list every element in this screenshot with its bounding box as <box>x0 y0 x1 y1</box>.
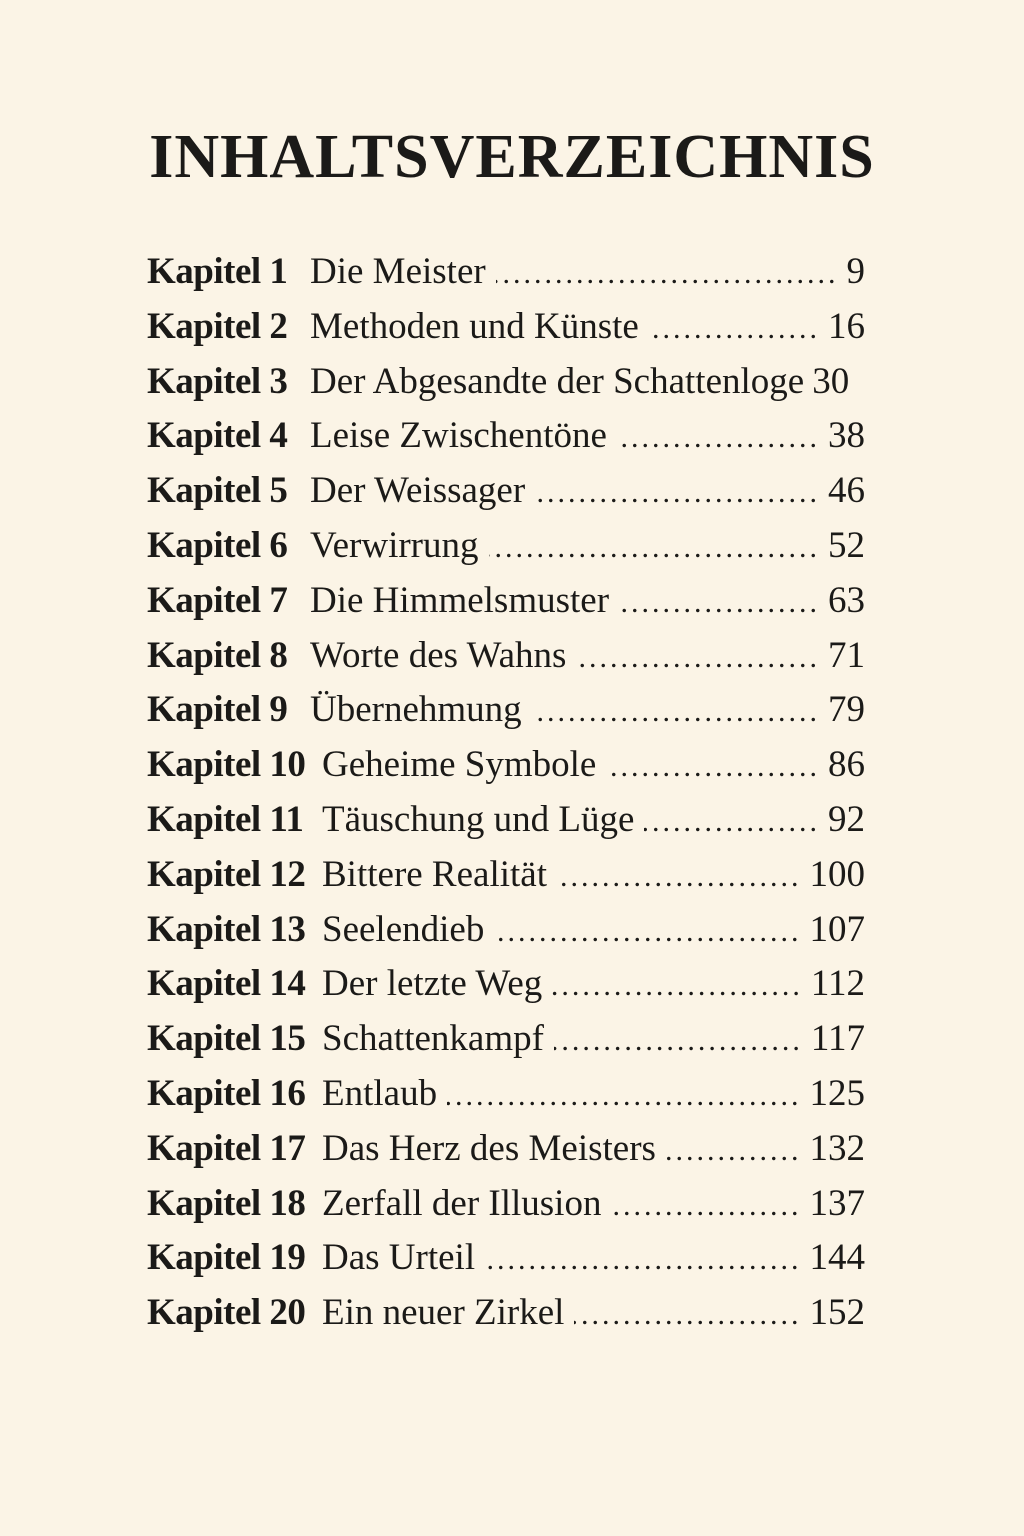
chapter-label: Kapitel 9 <box>147 689 288 731</box>
chapter-title: Die Himmelsmuster <box>310 579 610 621</box>
chapter-label: Kapitel 12 <box>147 853 306 895</box>
page-number: 16 <box>828 305 865 347</box>
chapter-label: Kapitel 3 <box>147 360 288 402</box>
toc-entry <box>147 360 865 415</box>
chapter-title: Entlaub <box>322 1072 438 1114</box>
dot-leader <box>485 1243 801 1277</box>
dot-leader <box>552 969 803 1003</box>
chapter-title: Ein neuer Zirkel <box>322 1292 565 1334</box>
page-number: 144 <box>809 1237 865 1279</box>
toc-entry <box>147 1017 865 1072</box>
dot-leader <box>489 531 820 565</box>
chapter-label: Kapitel 8 <box>147 634 288 676</box>
dot-leader <box>619 586 820 620</box>
dot-leader <box>611 1189 801 1223</box>
chapter-label: Kapitel 6 <box>147 524 288 566</box>
toc-entry <box>147 798 865 853</box>
dot-leader <box>644 805 820 839</box>
chapter-title: Methoden und Künste <box>310 305 639 347</box>
chapter-title: Zerfall der Illusion <box>322 1182 602 1224</box>
chapter-title: Die Meister <box>310 251 486 292</box>
page-number: 38 <box>828 415 865 457</box>
chapter-label: Kapitel 11 <box>147 798 304 840</box>
chapter-label: Kapitel 13 <box>147 908 306 950</box>
page-number: 46 <box>828 470 865 512</box>
chapter-label: Kapitel 2 <box>147 305 288 347</box>
chapter-title: Übernehmung <box>310 689 522 731</box>
toc-entry <box>147 305 865 360</box>
toc-entry <box>147 1182 865 1237</box>
toc-entry <box>147 962 865 1017</box>
chapter-label: Kapitel 19 <box>147 1237 306 1279</box>
page-number: 9 <box>846 251 865 292</box>
toc-entry <box>147 688 865 743</box>
toc-entry <box>147 1291 865 1346</box>
toc-entry <box>147 579 865 634</box>
toc-entry <box>147 469 865 524</box>
dot-leader <box>554 1024 803 1058</box>
chapter-label: Kapitel 5 <box>147 470 288 512</box>
chapter-title: Geheime Symbole <box>322 744 597 786</box>
page-number: 107 <box>809 908 865 950</box>
chapter-label: Kapitel 1 <box>147 251 288 292</box>
table-of-contents <box>147 250 865 1346</box>
page-number: 63 <box>828 579 865 621</box>
chapter-title: Bittere Realität <box>322 853 547 895</box>
dot-leader <box>606 750 820 784</box>
dot-leader <box>532 695 820 729</box>
toc-entry <box>147 743 865 798</box>
chapter-label: Kapitel 17 <box>147 1127 306 1169</box>
page-number: 30 <box>812 360 850 402</box>
dot-leader <box>649 312 820 346</box>
page-number: 100 <box>809 853 865 895</box>
chapter-label: Kapitel 14 <box>147 963 306 1005</box>
chapter-label: Kapitel 7 <box>147 579 288 621</box>
toc-entry <box>147 524 865 579</box>
dot-leader <box>576 641 820 675</box>
dot-leader <box>496 257 839 291</box>
toc-entry <box>147 414 865 469</box>
chapter-title: Täuschung und Lüge <box>322 798 635 840</box>
chapter-title: Worte des Wahns <box>310 634 567 676</box>
page-number: 52 <box>828 524 865 566</box>
chapter-title: Der Weissager <box>310 470 526 512</box>
chapter-title: Schattenkampf <box>322 1018 544 1060</box>
page-number: 92 <box>828 798 865 840</box>
page-title: INHALTSVERZEICHNIS <box>149 123 875 191</box>
page-number: 112 <box>810 963 865 1005</box>
toc-entry <box>147 250 865 305</box>
dot-leader <box>574 1298 801 1332</box>
page-number: 79 <box>828 689 865 731</box>
dot-leader <box>617 421 820 455</box>
toc-entry <box>147 634 865 689</box>
chapter-label: Kapitel 18 <box>147 1182 306 1224</box>
dot-leader <box>557 860 802 894</box>
dot-leader <box>666 1134 802 1168</box>
chapter-title: Das Herz des Meisters <box>322 1127 656 1169</box>
chapter-title: Leise Zwischentöne <box>310 415 607 457</box>
chapter-title: Seelendieb <box>322 908 485 950</box>
toc-entry <box>147 853 865 908</box>
chapter-label: Kapitel 16 <box>147 1072 306 1114</box>
page-number: 117 <box>810 1018 865 1060</box>
toc-entry <box>147 908 865 963</box>
chapter-label: Kapitel 20 <box>147 1292 306 1334</box>
toc-entry <box>147 1236 865 1291</box>
chapter-title: Der Abgesandte der Schattenloge <box>310 360 805 402</box>
chapter-title: Verwirrung <box>310 524 479 566</box>
dot-leader <box>494 915 801 949</box>
page-number: 137 <box>809 1182 865 1224</box>
page-number: 152 <box>809 1292 865 1334</box>
page-number: 125 <box>809 1072 865 1114</box>
toc-entry <box>147 1127 865 1182</box>
page-number: 71 <box>828 634 865 676</box>
chapter-label: Kapitel 10 <box>147 744 306 786</box>
chapter-title: Das Urteil <box>322 1237 476 1279</box>
chapter-label: Kapitel 4 <box>147 415 288 457</box>
page-number: 86 <box>828 744 865 786</box>
page-number: 132 <box>809 1127 865 1169</box>
chapter-title: Der letzte Weg <box>322 963 543 1005</box>
chapter-label: Kapitel 15 <box>147 1018 306 1060</box>
toc-entry <box>147 1072 865 1127</box>
dot-leader <box>535 476 820 510</box>
dot-leader <box>447 1079 801 1113</box>
